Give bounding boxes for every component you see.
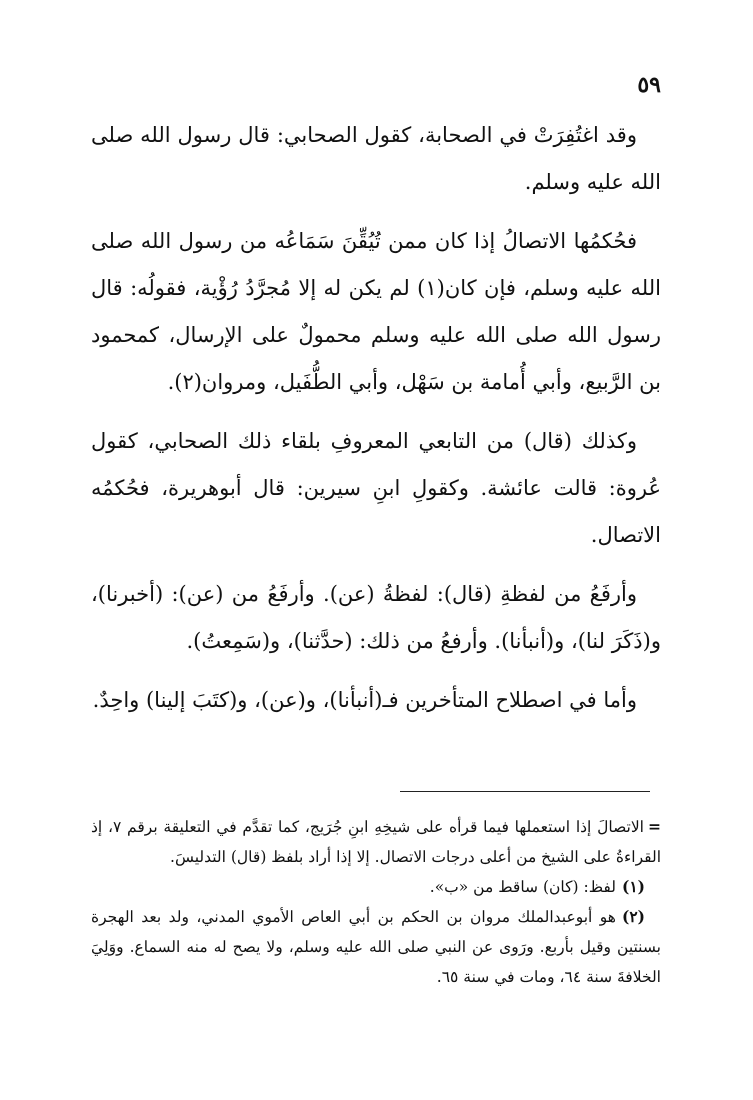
footnote-continuation-mark: = [648,817,661,836]
paragraph-4-text: وأرفَعُ من لفظةِ (قال): لفظةُ (عن). وأرفَعُ من (عن): (أخبرنا)، و(ذَكَرَ لنا)، و(أنبأنا). وأرفعُ من ذلك: (حدَّثنا)، و(سَمِعتُ). [91,582,661,653]
footnotes [91,812,661,992]
footnote-2-text: هو أبوعبدالملك مروان بن الحكم بن أبي العاص الأموي المدني، ولد بعد الهجرة بسنتين وقيل بأربع. ورَوى عن النبي صلى الله عليه وسلم، ولا يصح له منه السماع. ووَلِيَ الخلافةَ سنة ٦٤، ومات في سنة ٦٥. [91,908,661,986]
footnote-separator [400,791,650,792]
page-number: ٥٩ [637,72,661,98]
paragraph-5 [91,677,661,724]
paragraph-5-text: وأما في اصطلاح المتأخرين فـ(أنبأنا)، و(عن)، و(كتَبَ إلينا) واحِدٌ. [92,688,637,712]
paragraph-2 [91,218,661,406]
footnote-2 [91,902,661,992]
paragraph-3-text: وكذلك (قال) من التابعي المعروفِ بلقاء ذلك الصحابي، كقول عُروة: قالت عائشة. وكقولِ ابنِ سيرين: قال أبوهريرة، فحُكمُه الاتصال. [91,429,661,547]
footnote-continuation-text: الاتصالَ إذا استعملها فيما قرأه على شيخِهِ ابنِ جُرَيج، كما تقدَّم في التعليقة برقم ٧، إذ القراءةُ على الشيخ من أعلى درجات الاتصال. إلا إذا أراد بلفظ (قال) التدليسَ. [91,818,661,866]
paragraph-4 [91,571,661,665]
footnote-1-text: لفظ: (كان) ساقط من «ب». [429,878,616,896]
main-text [91,112,661,736]
footnote-1-number: (١) [621,877,645,896]
paragraph-1 [91,112,661,206]
paragraph-3 [91,418,661,559]
footnote-continuation [91,812,661,872]
paragraph-1-text: وقد اغتُفِرَتْ في الصحابة، كقول الصحابي: قال رسول الله صلى الله عليه وسلم. [91,123,661,194]
footnote-1 [91,872,661,902]
paragraph-2-text: فحُكمُها الاتصالُ إذا كان ممن تُيُقِّنَ سَمَاعُه من رسول الله صلى الله عليه وسلم، فإن كان(١) لم يكن له إلا مُجرَّدُ رُؤْية، فقولُه: قال رسول الله صلى الله عليه وسلم محمولٌ على الإرسال، كمحمود بن الرَّبيع، وأبي أُمامة بن سَهْل، وأبي الطُّفَيل، ومروان(٢). [91,229,661,394]
footnote-2-number: (٢) [621,907,645,926]
